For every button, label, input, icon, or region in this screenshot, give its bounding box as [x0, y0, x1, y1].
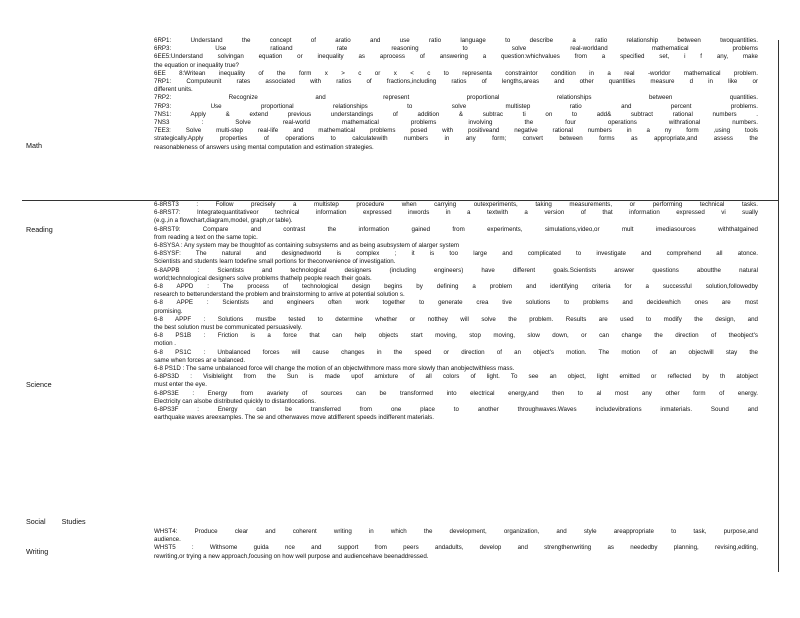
standard-line: WHST5 : Withsome guida nce and support from peers andadults, develop and strengthenwriting as neededby planning, revising,editing,: [154, 544, 758, 552]
standard-line: the equation or inequality true?: [154, 61, 239, 69]
standard-line: 7NS1: Apply & extend previous understandings of addition & subtrac ti on to add& subtract rational numbers .: [154, 110, 758, 118]
standard-line: world;technological designers solve problems thathelp people reach their goals.: [154, 274, 372, 282]
standard-line: 6RP1: Understand the concept of aratio and use ratio language to describe a ratio relationship between twoquantities.: [154, 37, 758, 44]
standard-line: 6-8RST9: Compare and contrast the information gained from experiments, simulations,video,or mult imediasources withthatgained: [154, 225, 758, 233]
standard-line: motion .: [154, 340, 177, 348]
standard-line: 7EE3: Solve multi-step real-life and mathematical problems posed with positiveand negative rational numbers in a ny form ,using tools: [154, 127, 758, 135]
standard-line: same when forces ar e balanced.: [154, 356, 246, 364]
standard-line: from reading a text on the same topic.: [154, 233, 258, 241]
standard-line: 6-8SYSF: The natural and designedworld is complex ; it is too large and complicated to investigate and comprehend all atonce.: [154, 250, 758, 258]
subject-label-social-studies: Social Studies: [26, 517, 86, 526]
standard-line: 6-8PS3D : Visiblelight from the Sun is made upof amixture of all colors of light. To see an object, light emitted or reflected by th atobject: [154, 373, 758, 381]
standard-line: 6-8PS3F : Energy can be transferred from one place to another throughwaves.Waves includevibrations inmaterials. Sound and: [154, 406, 758, 413]
subject-label-writing: Writing: [26, 547, 49, 556]
standard-line: 6-8 PS1B : Friction is a force that can help objects start moving, stop moving, slow down, or can change the direction of theobject's: [154, 332, 758, 340]
standard-line: 7NS3 : Solve real-world mathematical problems involving the four operations withrational numbers.: [154, 119, 758, 126]
standard-line: rewriting,or trying a new approach,focusing on how well purpose and audiencehave beenaddressed.: [154, 552, 429, 560]
standard-line: WHST4: Produce clear and coherent writing in which the development, organization, and style areappropriate to task, purpose,and: [154, 528, 758, 535]
standard-line: Scientists and students learn todefine small portions for theconvenience of investigation.: [154, 258, 396, 266]
standard-line: (e.g.,in a flowchart,diagram,model, graph,or table).: [154, 217, 293, 225]
standard-line: promising.: [154, 307, 183, 315]
standard-line: Electricity can alsobe distributed quickly to distantlocations.: [154, 397, 316, 405]
standard-line: reasonableness of answers using mental computation and estimation strategies.: [154, 143, 374, 151]
standard-line: 6-8PS3E : Energy from avariety of sources can be transformed into electrical energy,and then to al most any other form of energy.: [154, 389, 758, 397]
standard-line: 6-8APPB : Scientists and technological designers (including engineers) have different goals.Scientists answer questions aboutthe natural: [154, 266, 758, 274]
standard-line: the best solution must be communicated persuasively.: [154, 324, 303, 331]
subject-label-science: Science: [26, 380, 52, 389]
table-right-border: [778, 40, 779, 572]
standard-line: strategically.Apply properties of operations to calculatewith numbers in any form; convert between forms as appropriate,and assess the: [154, 135, 758, 143]
standard-line: 6-8RST7: Integratequantitativeor technical information expressed inwords in a textwith a version of that information expressed vi sually: [154, 209, 758, 217]
standard-line: 7RP1: Computeunit rates associated with ratios of fractions,including ratios of lengths,areas and other quantities measure d in like or: [154, 78, 758, 85]
standard-line: 6-8 APPE : Scientists and engineers often work together to generate crea tive solutions to problems and decidewhich ones are most: [154, 299, 758, 307]
standard-line: earthquake waves areexamples. The se and otherwaves move atdifferent speeds indifferent materials.: [154, 414, 434, 422]
standard-line: 6-8 APPD : The process of technological design begins by defining a problem and identifying criteria for a successful solution,followedby: [154, 283, 758, 290]
subject-label-reading: Reading: [26, 225, 53, 234]
standard-line: 6RP3: Use ratioand rate reasoning to solve real-worldand mathematical problems: [154, 45, 758, 53]
standard-line: different units.: [154, 86, 193, 94]
standard-line: audience.: [154, 536, 181, 544]
standard-line: research to betterunderstand the problem and brainstorming to arrive at potential solution s.: [154, 291, 405, 299]
standard-line: 6-8 PS1C : Unbalanced forces will cause changes in the speed or direction of an object's motion. The motion of an objectwill stay the: [154, 348, 758, 356]
standard-line: must enter the eye.: [154, 381, 207, 389]
standard-line: 6-8RST3 : Follow precisely a multistep procedure when carrying outexperiments, taking measurements, or performing technical tasks.: [154, 201, 758, 208]
standard-line: 6-8 APPF : Solutions mustbe tested to determine whether or notthey will solve the problem. Results are used to modify the design, and: [154, 315, 758, 323]
standard-line: 6-8SYSA : Any system may be thoughtof as containing subsystems and as being asubsystem of alarger system: [154, 242, 460, 249]
standard-line: 7RP3: Use proportional relationships to solve multistep ratio and percent problems.: [154, 102, 758, 110]
standard-line: 6EE 8:Writean inequality of the form x > c or x < c to representa constraintor condition in a real -worldor mathematical problem.: [154, 69, 758, 77]
standard-line: 6EE5:Understand solvingan equation or inequality as aprocess of answering a question:whichvalues from a specified set, i f any, make: [154, 53, 758, 61]
standard-line: 6-8 PS1D : The same unbalanced force will change the motion of an objectwithmore mass more slowly than anobjectwithless mass.: [154, 365, 515, 372]
subject-label-math: Math: [26, 141, 42, 150]
standard-line: 7RP2: Recognize and represent proportional relationships between quantities.: [154, 94, 758, 102]
